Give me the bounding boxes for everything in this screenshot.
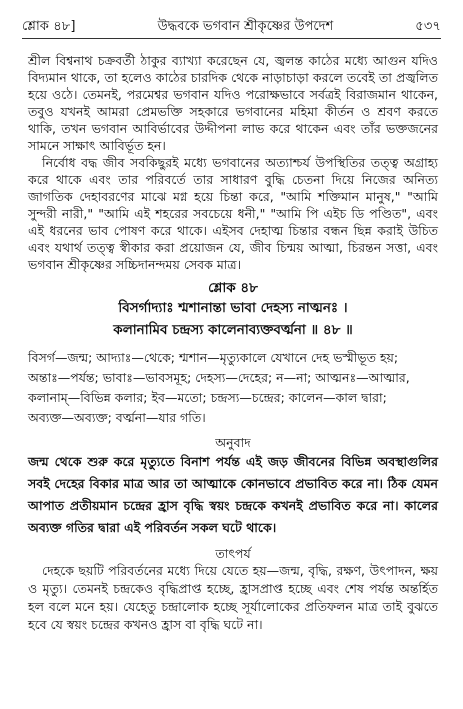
synonym-line: অব্যক্ত—অব্যক্ত; বর্ত্মনা—যার গতি। [28, 410, 206, 425]
page-body [28, 52, 438, 634]
synonym-line: বিসর্গ—জন্ম; আদ্যাঃ—থেকে; শ্মশান—মৃত্যুকালে যেখানে দেহ ভস্মীভূত হয়; [28, 350, 399, 365]
chapter-title: উদ্ধবকে ভগবান শ্রীকৃষ্ণের উপদেশ [157, 19, 334, 34]
purport-paragraph: নির্বোধ বদ্ধ জীব সবকিছুরই মধ্যে ভগবানের অত্যাশ্চর্য উপস্থিতির তত্ত্ব অগ্রাহ্য করে থাকে এবং তার পরিবর্তে তার সাধারণ বুদ্ধি চেতনা দিয়ে নিজের অনিত্য জাগতিক দেহাবরণের মাঝে মগ্ন হয়ে চিন্তা করে, "আমি শক্তিমান মানুষ," "আমি সুন্দরী নারী," "আমি এই শহরের সবচেয়ে ধনী," "আমি পি এইচ ডি পণ্ডিত", এবং এই ধরনের ভাব পোষণ করে থাকে। এইসব দেহাত্ম চিন্তার বন্ধন ছিন্ন করাই উচিত এবং যথার্থ তত্ত্ব স্বীকার করা প্রয়োজন যে, জীব চিন্ময় আত্মা, চিরন্তন সত্তা, এবং ভগবান শ্রীকৃষ্ণের সচ্চিদানন্দময় সেবক মাত্র। [28, 155, 438, 272]
synonyms [28, 348, 438, 428]
translation-text: জন্ম থেকে শুরু করে মৃত্যুতে বিনাশ পর্যন্ত এই জড় জীবনের বিভিন্ন অবস্থাগুলির সবই দেহের বিকার মাত্র আর তা আত্মাকে কোনভাবে প্রভাবিত করে না। ঠিক যেমন আপাত প্রতীয়মান চন্দ্রের হ্রাস বৃদ্ধি স্বয়ং চন্দ্রকে কখনই প্রভাবিত করে না। কালের অব্যক্ত গতির দ্বারা এই পরিবর্তন সকল ঘটে থাকে। [28, 454, 438, 535]
purport-paragraph: দেহকে ছয়টি পরিবর্তনের মধ্যে দিয়ে যেতে হয়—জন্ম, বৃদ্ধি, রক্ষণ, উৎপাদন, ক্ষয় ও মৃত্যু। তেমনই চন্দ্রকেও বৃদ্ধিপ্রাপ্ত হচ্ছে, হ্রাসপ্রাপ্ত হচ্ছে এবং শেষ পর্যন্ত অন্তর্হিত হল বলে মনে হয়। যেহেতু চন্দ্রালোক হচ্ছে সূর্যালোকের প্রতিফলন মাত্র তাই বুঝতে হবে যে স্বয়ং চন্দ্রের কখনও হ্রাস বা বৃদ্ধি ঘটে না। [28, 563, 438, 632]
verse-reference: শ্লোক ৪৮] [22, 19, 76, 34]
synonym-line: অন্তাঃ—পর্যন্ত; ভাবাঃ—ভাবসমূহ; দেহস্য—দেহের; ন—না; আত্মনঃ—আত্মার, [28, 370, 410, 385]
page-number: ৫৩৭ [415, 19, 441, 34]
running-header [22, 16, 441, 38]
header-rule [22, 38, 441, 39]
purport-paragraph: শ্রীল বিশ্বনাথ চক্রবর্তী ঠাকুর ব্যাখ্যা করেছেন যে, জ্বলন্ত কাঠের মধ্যে আগুন যদিও বিদ্যমান থাকে, তা হলেও কাঠের চারদিক থেকে নাড়াচাড়া করলে তবেই তা প্রজ্বলিত হয়ে ওঠে। তেমনই, পরমেশ্বর ভগবান যদিও পরোক্ষভাবে সর্বত্রই বিরাজমান থাকেন, তবুও যখনই আমরা প্রেমভক্তি সহকারে ভগবানের মহিমা কীর্তন ও শ্রবণ করতে থাকি, তখন ভগবান আবির্ভাবের উদ্দীপনা লাভ করে থাকেন এবং তাঁর ভক্তজনের সামনে সাক্ষাৎ আবির্ভূত হন। [28, 53, 438, 153]
translation-heading: অনুবাদ [215, 435, 251, 450]
purport-heading: তাৎপর্য [215, 546, 251, 561]
verse-title: শ্লোক ৪৮ [208, 280, 258, 296]
synonym-line: কলানাম্—বিভিন্ন কলার; ইব—মতো; চন্দ্রস্য—চন্দ্রের; কালেন—কাল দ্বারা; [28, 390, 387, 405]
verse-line: বিসর্গাদ্যাঃ শ্মশানান্তা ভাবা দেহস্য নাত্মনঃ । [118, 300, 348, 316]
purport [28, 562, 438, 634]
verse-line: কলানামিব চন্দ্রস্য কালেনাব্যক্তবর্ত্মনা ॥ ৪৮ ॥ [113, 322, 353, 338]
